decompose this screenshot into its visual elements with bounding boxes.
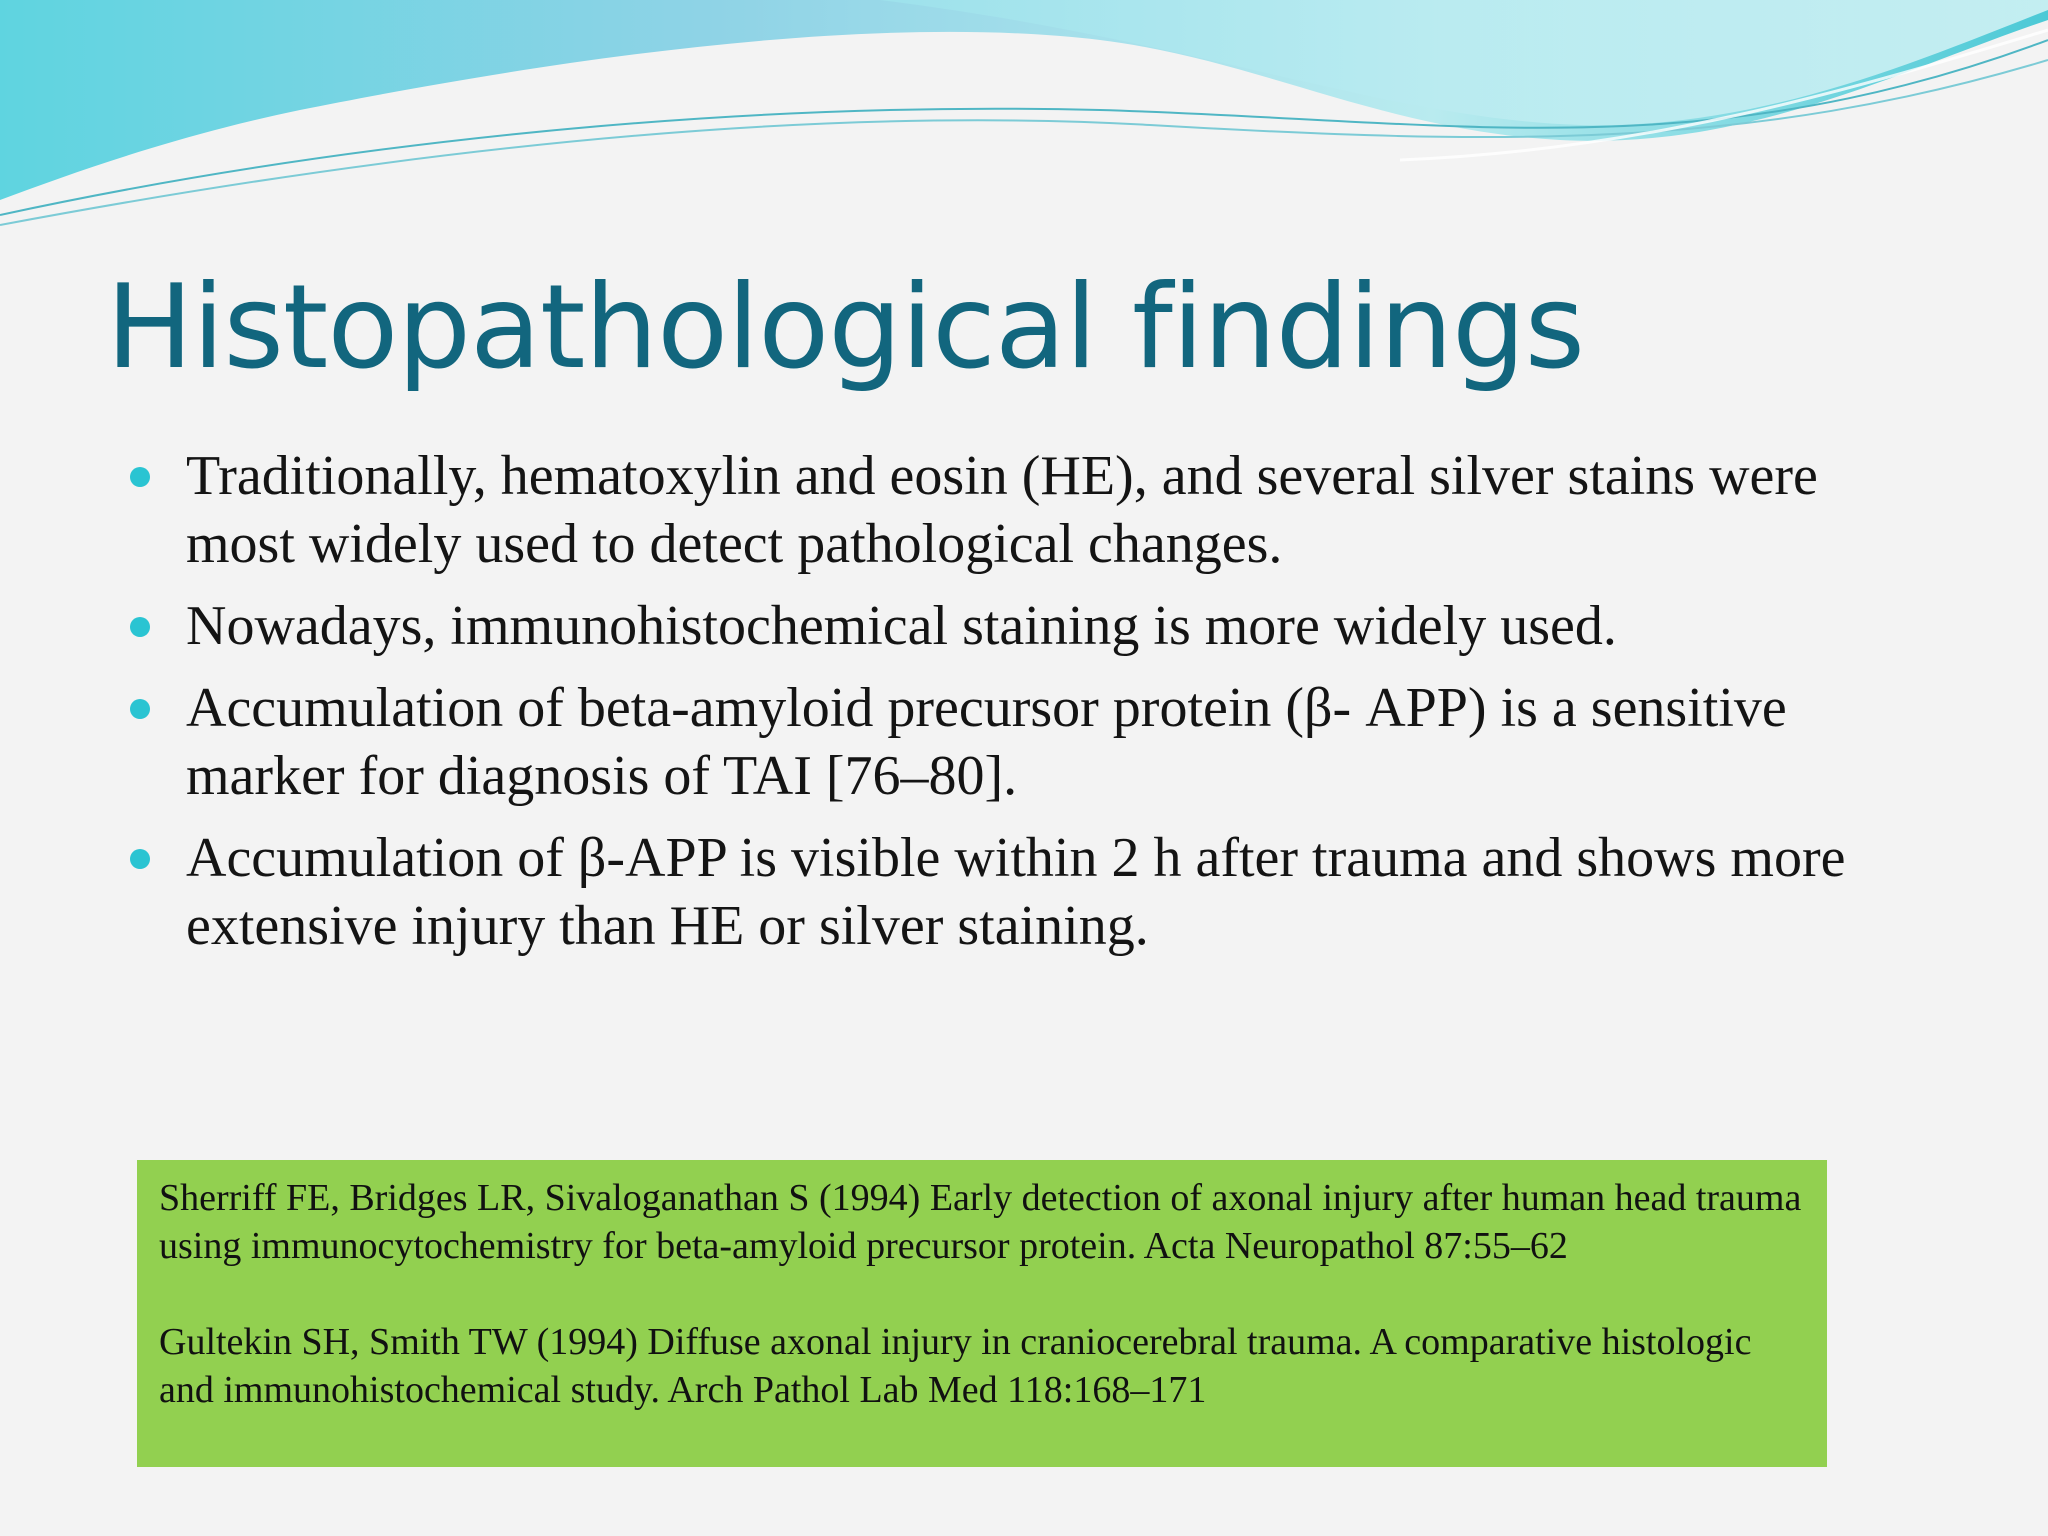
reference-citation: Sherriff FE, Bridges LR, Sivaloganathan S (1994) Early detection of axonal injury after human head trauma using immunocytochemistry for beta-amyloid precursor protein. Acta Neuropathol 87:55–62 — [159, 1177, 1802, 1267]
bullet-text: Accumulation of beta-amyloid precursor protein (β- APP) is a sensitive marker for diagnosis of TAI [76–80]. — [186, 677, 1787, 807]
bullet-list — [126, 442, 1926, 974]
reference-citation: Gultekin SH, Smith TW (1994) Diffuse axonal injury in craniocerebral trauma. A comparative histologic and immunohistochemical study. Arch Pathol Lab Med 118:168–171 — [159, 1321, 1752, 1411]
bullet-text: Traditionally, hematoxylin and eosin (HE), and several silver stains were most widely used to detect pathological changes. — [186, 445, 1818, 575]
bullet-dot-icon — [130, 617, 150, 637]
slide-title: Histopathological findings — [106, 260, 1585, 395]
bullet-dot-icon — [130, 699, 150, 719]
header-wave-decoration — [0, 0, 2048, 240]
bullet-item — [126, 674, 1926, 810]
bullet-item — [126, 592, 1926, 660]
bullet-dot-icon — [130, 849, 150, 869]
bullet-text: Nowadays, immunohistochemical staining is more widely used. — [186, 595, 1617, 657]
bullet-item — [126, 442, 1926, 578]
bullet-text: Accumulation of β-APP is visible within 2 h after trauma and shows more extensive injury than HE or silver staining. — [186, 827, 1846, 957]
bullet-dot-icon — [130, 467, 150, 487]
reference-box — [137, 1160, 1827, 1467]
bullet-item — [126, 824, 1926, 960]
